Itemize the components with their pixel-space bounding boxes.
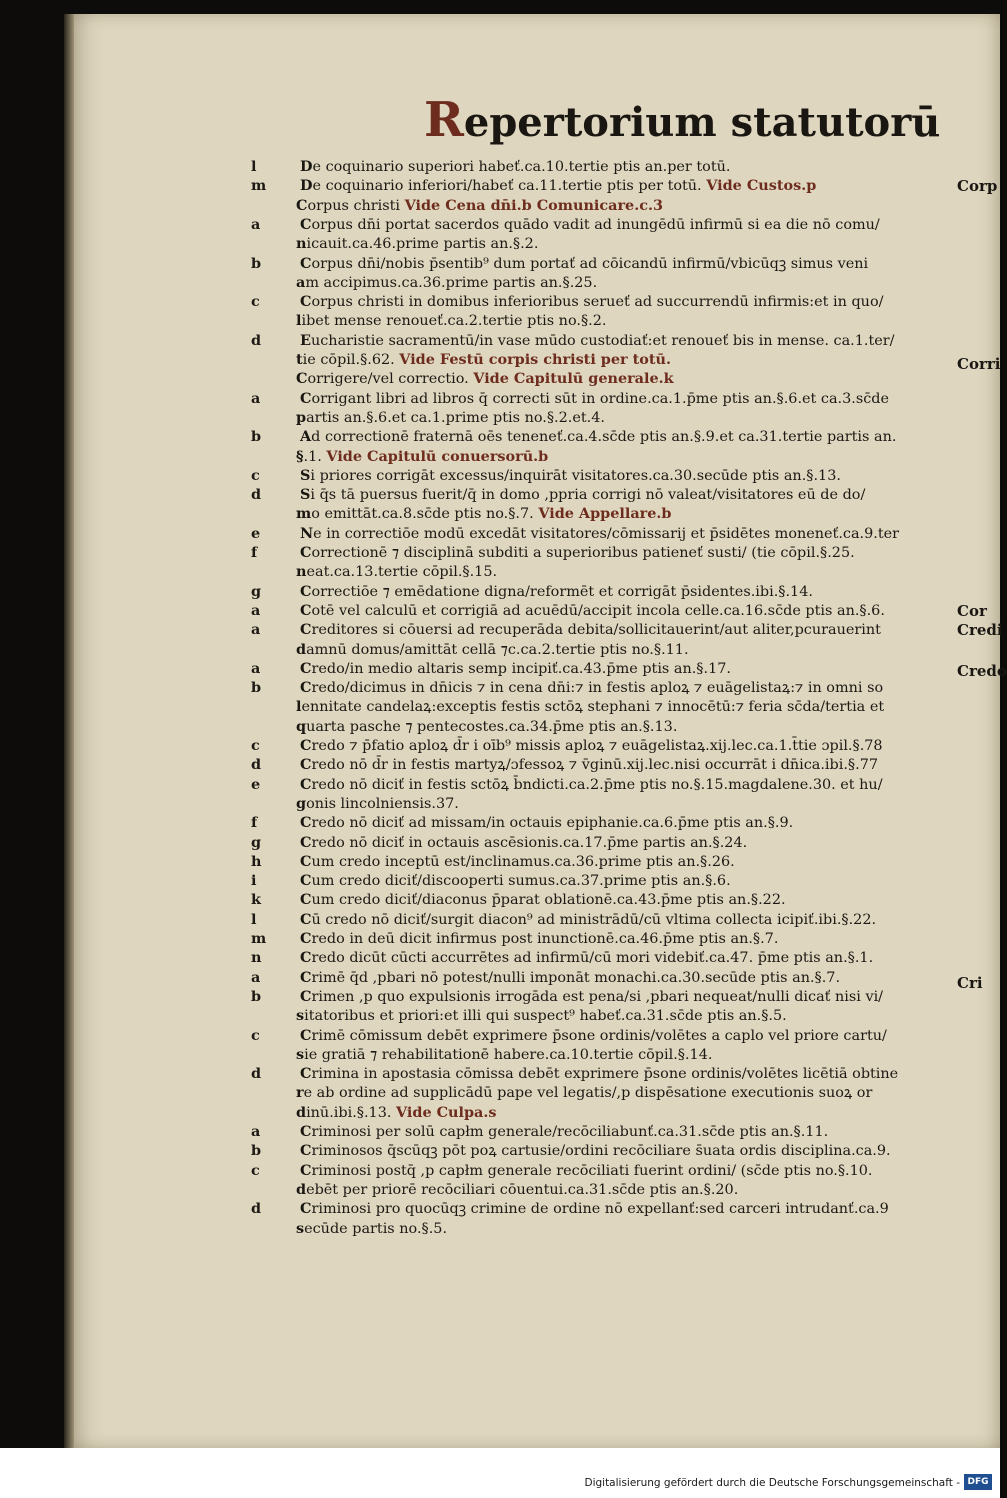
funding-credit: Digitalisierung gefördert durch die Deutsche Forschungsgemeinschaft - xyxy=(584,1477,960,1489)
entry-text: Eucharistie sacramentū/in vase mūdo custodiať:et renoueť bis in mense. ca.1.ter/ xyxy=(300,331,895,349)
entry-marker: k xyxy=(251,891,261,909)
entry-text: Crimina in apostasia cōmissa debēt exprimere p̄sone ordinis/volētes licētiā obtine xyxy=(300,1065,899,1083)
entry-marker: c xyxy=(251,1161,260,1179)
entry-marker: e xyxy=(251,775,261,793)
entry-text: Si priores corrigāt excessus/inquirāt visitatores.ca.30.secūde ptis an.§.13. xyxy=(300,466,841,484)
entry-marker: a xyxy=(251,215,261,233)
entry-text: Ad correctionē fraternā oēs teneneť.ca.4.sc̄de ptis an.§.9.et ca.31.tertie partis an. xyxy=(300,428,897,446)
entry-text: partis an.§.6.et ca.1.prime ptis no.§.2.et.4. xyxy=(296,408,605,426)
entry-text: Corpus dn̄i/nobis p̄sentib⁹ dum portať ad cōicandū infirmū/vbicūqꝫ simus veni xyxy=(300,254,869,272)
entry-marker: b xyxy=(251,987,262,1005)
entry-marker: h xyxy=(251,852,262,870)
entry-text: Credo nō diciť in festis sctōꝝ b̄ndicti.ca.2.p̄me ptis no.§.15.magdalene.30. et hu/ xyxy=(300,775,883,793)
entry-text: Crimē q̄d ,pbari nō potest/nulli imponāt monachi.ca.30.secūde ptis an.§.7. xyxy=(300,968,841,986)
entry-marker: n xyxy=(251,949,262,967)
manuscript-page xyxy=(64,14,1007,1448)
margin-catchword: Cri xyxy=(957,974,983,992)
entry-text: mo emittāt.ca.8.sc̄de ptis no.§.7. Vide Appellare.b xyxy=(296,505,672,523)
entry-text: Cotē vel calculū et corrigiā ad acuēdū/accipit incola celle.ca.16.sc̄de ptis an.§.6. xyxy=(300,601,885,619)
entry-text: Cum credo inceptū est/inclinamus.ca.36.prime ptis an.§.26. xyxy=(300,852,735,870)
entry-marker: a xyxy=(251,389,261,407)
margin-catchword: Credi xyxy=(957,621,1003,639)
entry-marker: l xyxy=(251,158,257,175)
title-initial: R xyxy=(424,92,464,148)
entry-text: Crimen ,p quo expulsionis irrogāda est pena/si ,pbari nequeat/nulli dicať nisi vi/ xyxy=(300,987,884,1005)
entry-marker: a xyxy=(251,968,261,986)
entry-marker: a xyxy=(251,659,261,677)
entry-text: De coquinario superiori habeť.ca.10.tertie ptis an.per totū. xyxy=(300,158,731,175)
entry-text: quarta pasche ⁊ pentecostes.ca.34.p̄me ptis an.§.13. xyxy=(296,717,678,735)
entry-marker: c xyxy=(251,737,260,754)
entry-text: Criminosi postq̄ ,p capłm generale recōciliati fuerint ordini/ (sc̄de ptis no.§.10. xyxy=(300,1161,873,1179)
entry-marker: l xyxy=(251,910,257,928)
entry-text: Cū credo nō diciť/surgit diacon⁹ ad ministrādū/cū vltima collecta icipiť.ibi.§.22. xyxy=(300,910,877,928)
entry-text: Corrigant libri ad libros q̄ correcti sūt in ordine.ca.1.p̄me ptis an.§.6.et ca.3.sc̄de xyxy=(300,389,890,407)
entry-text: Credo nō d̄r in festis martyꝝ/ɔfessoꝝ ⁊ v̄ginū.xij.lec.nisi occurrāt i dn̄ica.ibi.§.77 xyxy=(300,756,879,774)
entry-text: Credo/dicimus in dn̄icis ⁊ in cena dn̄i:⁊ in festis aploꝝ ⁊ euāgelistaꝝ:⁊ in omni so xyxy=(300,679,884,697)
entry-text: De coquinario inferiori/habeť ca.11.tertie ptis per totū. Vide Custos.p xyxy=(300,177,817,195)
entry-text: Ne in correctiōe modū excedāt visitatores/cōmissarij et p̄sidētes moneneť.ca.9.ter xyxy=(300,524,900,542)
entry-marker: f xyxy=(251,814,258,832)
dfg-logo-icon: DFG xyxy=(964,1474,992,1490)
entry-marker: d xyxy=(251,1200,262,1218)
cross-reference: Vide Custos.p xyxy=(706,177,817,195)
entry-text: Credo ⁊ p̄fatio aploꝝ d̄r i oīb⁹ missis aploꝝ ⁊ euāgelistaꝝ.xij.lec.ca.1.t̄tie ɔpil.§.78 xyxy=(300,737,883,754)
entry-text: §.1. Vide Capitulū conuersorū.b xyxy=(296,447,549,465)
entry-marker: b xyxy=(251,428,262,446)
title-rest: epertorium statutorū xyxy=(463,99,941,146)
entry-marker: m xyxy=(251,177,267,195)
entry-text: sitatoribus et priori:et illi qui suspect⁹ habeť.ca.31.sc̄de ptis an.§.5. xyxy=(296,1007,787,1025)
entry-text: re ab ordine ad supplicādū pape vel legatis/,p dispēsatione executionis suoꝝ or xyxy=(296,1084,873,1102)
margin-catchword: Corp xyxy=(957,177,998,195)
entry-text: Crimē cōmissum debēt exprimere p̄sone ordinis/volētes a caplo vel priore cartu/ xyxy=(300,1026,887,1044)
entry-text: tie cōpil.§.62. Vide Festū corpis christi per totū. xyxy=(296,351,671,368)
cross-reference: Vide Cena dn̄i.b Comunicare.c.3 xyxy=(404,196,663,214)
entry-marker: a xyxy=(251,1123,261,1140)
entry-text: Si q̄s tā puersus fuerit/q̄ in domo ,ppria corrigi nō valeat/visitatores eū de do/ xyxy=(300,486,866,504)
entry-text: Credo/in medio altaris semp incipiť.ca.43.p̄me ptis an.§.17. xyxy=(300,659,731,677)
entry-text: lennitate candelaꝝ:exceptis festis sctōꝝ stephani ⁊ innocētū:⁊ feria sc̄da/tertia et xyxy=(296,698,885,716)
entry-text: Criminosi per solū capłm generale/recōciliabunť.ca.31.sc̄de ptis an.§.11. xyxy=(300,1123,829,1140)
entry-text: libet mense renoueť.ca.2.tertie ptis no.§.2. xyxy=(296,312,607,330)
entry-text: Cum credo diciť/discooperti sumus.ca.37.prime ptis an.§.6. xyxy=(300,872,731,890)
entry-marker: d xyxy=(251,1065,262,1083)
cross-reference: Vide Appellare.b xyxy=(538,505,672,523)
cross-reference: Vide Capitulū conuersorū.b xyxy=(326,447,549,465)
entry-marker: b xyxy=(251,254,262,272)
footer-bar xyxy=(0,1448,1000,1498)
entry-text: Credo nō diciť ad missam/in octauis epiphanie.ca.6.p̄me ptis an.§.9. xyxy=(300,814,794,832)
entry-marker: f xyxy=(251,544,258,561)
margin-catchword: Cor xyxy=(957,602,987,620)
page-title xyxy=(424,92,940,148)
entry-text: Correctionē ⁊ disciplinā subditi a superioribus patieneť susti/ (tie cōpil.§.25. xyxy=(300,544,855,561)
entry-marker: b xyxy=(251,679,262,697)
entry-marker: d xyxy=(251,756,262,774)
entry-text: Correctiōe ⁊ emēdatione digna/reformēt et corrigāt p̄sidentes.ibi.§.14. xyxy=(300,582,813,600)
entry-text: am accipimus.ca.36.prime partis an.§.25. xyxy=(296,273,598,291)
entry-text: damnū domus/amittāt cellā ⁊c.ca.2.tertie ptis no.§.11. xyxy=(296,640,689,658)
book-gutter xyxy=(64,14,74,1448)
entry-marker: g xyxy=(251,833,262,851)
entry-text: Criminosos q̄scūqꝫ pōt poꝝ cartusie/ordini recōciliare s̄uata ordis disciplina.ca.9. xyxy=(300,1142,891,1160)
entry-text: Credo in deū dicit infirmus post inunctionē.ca.46.p̄me ptis an.§.7. xyxy=(300,930,779,947)
entry-marker: d xyxy=(251,331,262,349)
entry-marker: b xyxy=(251,1142,262,1160)
entry-marker: c xyxy=(251,466,260,484)
entry-marker: e xyxy=(251,524,261,542)
entry-text: Credo nō diciť in octauis ascēsionis.ca.17.p̄me partis an.§.24. xyxy=(300,833,748,851)
entry-text: Creditores si cōuersi ad recuperāda debita/sollicitauerint/aut aliter,pcurauerint xyxy=(300,621,881,639)
entry-marker: a xyxy=(251,601,261,619)
entry-marker: a xyxy=(251,621,261,639)
entry-text: debēt per priorē recōciliari cōuentui.ca.31.sc̄de ptis an.§.20. xyxy=(296,1180,739,1198)
margin-catchword: Corri xyxy=(957,355,1001,373)
entry-text: dinū.ibi.§.13. Vide Culpa.s xyxy=(296,1103,497,1121)
entry-marker: m xyxy=(251,930,267,947)
entry-text: Cum credo diciť/diaconus p̄parat oblationē.ca.43.p̄me ptis an.§.22. xyxy=(300,891,786,909)
entry-text: neat.ca.13.tertie cōpil.§.15. xyxy=(296,563,498,581)
entry-text: Corpus christi in domibus inferioribus serueť ad succurrendū infirmis:et in quo/ xyxy=(300,293,884,311)
entry-text: secūde partis no.§.5. xyxy=(296,1219,448,1237)
entry-marker: c xyxy=(251,293,260,311)
entry-text: gonis lincolniensis.37. xyxy=(296,794,459,812)
entry-text: Corrigere/vel correctio. Vide Capitulū generale.k xyxy=(296,370,674,388)
entry-text: Criminosi pro quocūqꝫ crimine de ordine nō expellanť:sed carceri intrudanť.ca.9 xyxy=(300,1200,889,1218)
entry-text: nicauit.ca.46.prime partis an.§.2. xyxy=(296,235,539,253)
entry-marker: d xyxy=(251,486,262,504)
margin-catchword: Credo xyxy=(957,662,1007,680)
cross-reference: Vide Capitulū generale.k xyxy=(473,370,674,388)
entry-text: Corpus dn̄i portat sacerdos quādo vadit ad inungēdū infirmū si ea die nō comu/ xyxy=(300,215,880,233)
cross-reference: Vide Festū corpis christi per totū. xyxy=(399,351,671,368)
entry-text: sie gratiā ⁊ rehabilitationē habere.ca.10.tertie cōpil.§.14. xyxy=(296,1045,713,1063)
entry-marker: g xyxy=(251,582,262,600)
entry-text: Corpus christi Vide Cena dn̄i.b Comunicare.c.3 xyxy=(296,196,663,214)
entry-text: Credo dicūt cūcti accurrētes ad infirmū/cū mori videbiť.ca.47. p̄me ptis an.§.1. xyxy=(300,949,874,967)
cross-reference: Vide Culpa.s xyxy=(396,1103,497,1121)
entry-marker: i xyxy=(251,872,257,890)
entry-marker: c xyxy=(251,1026,260,1044)
